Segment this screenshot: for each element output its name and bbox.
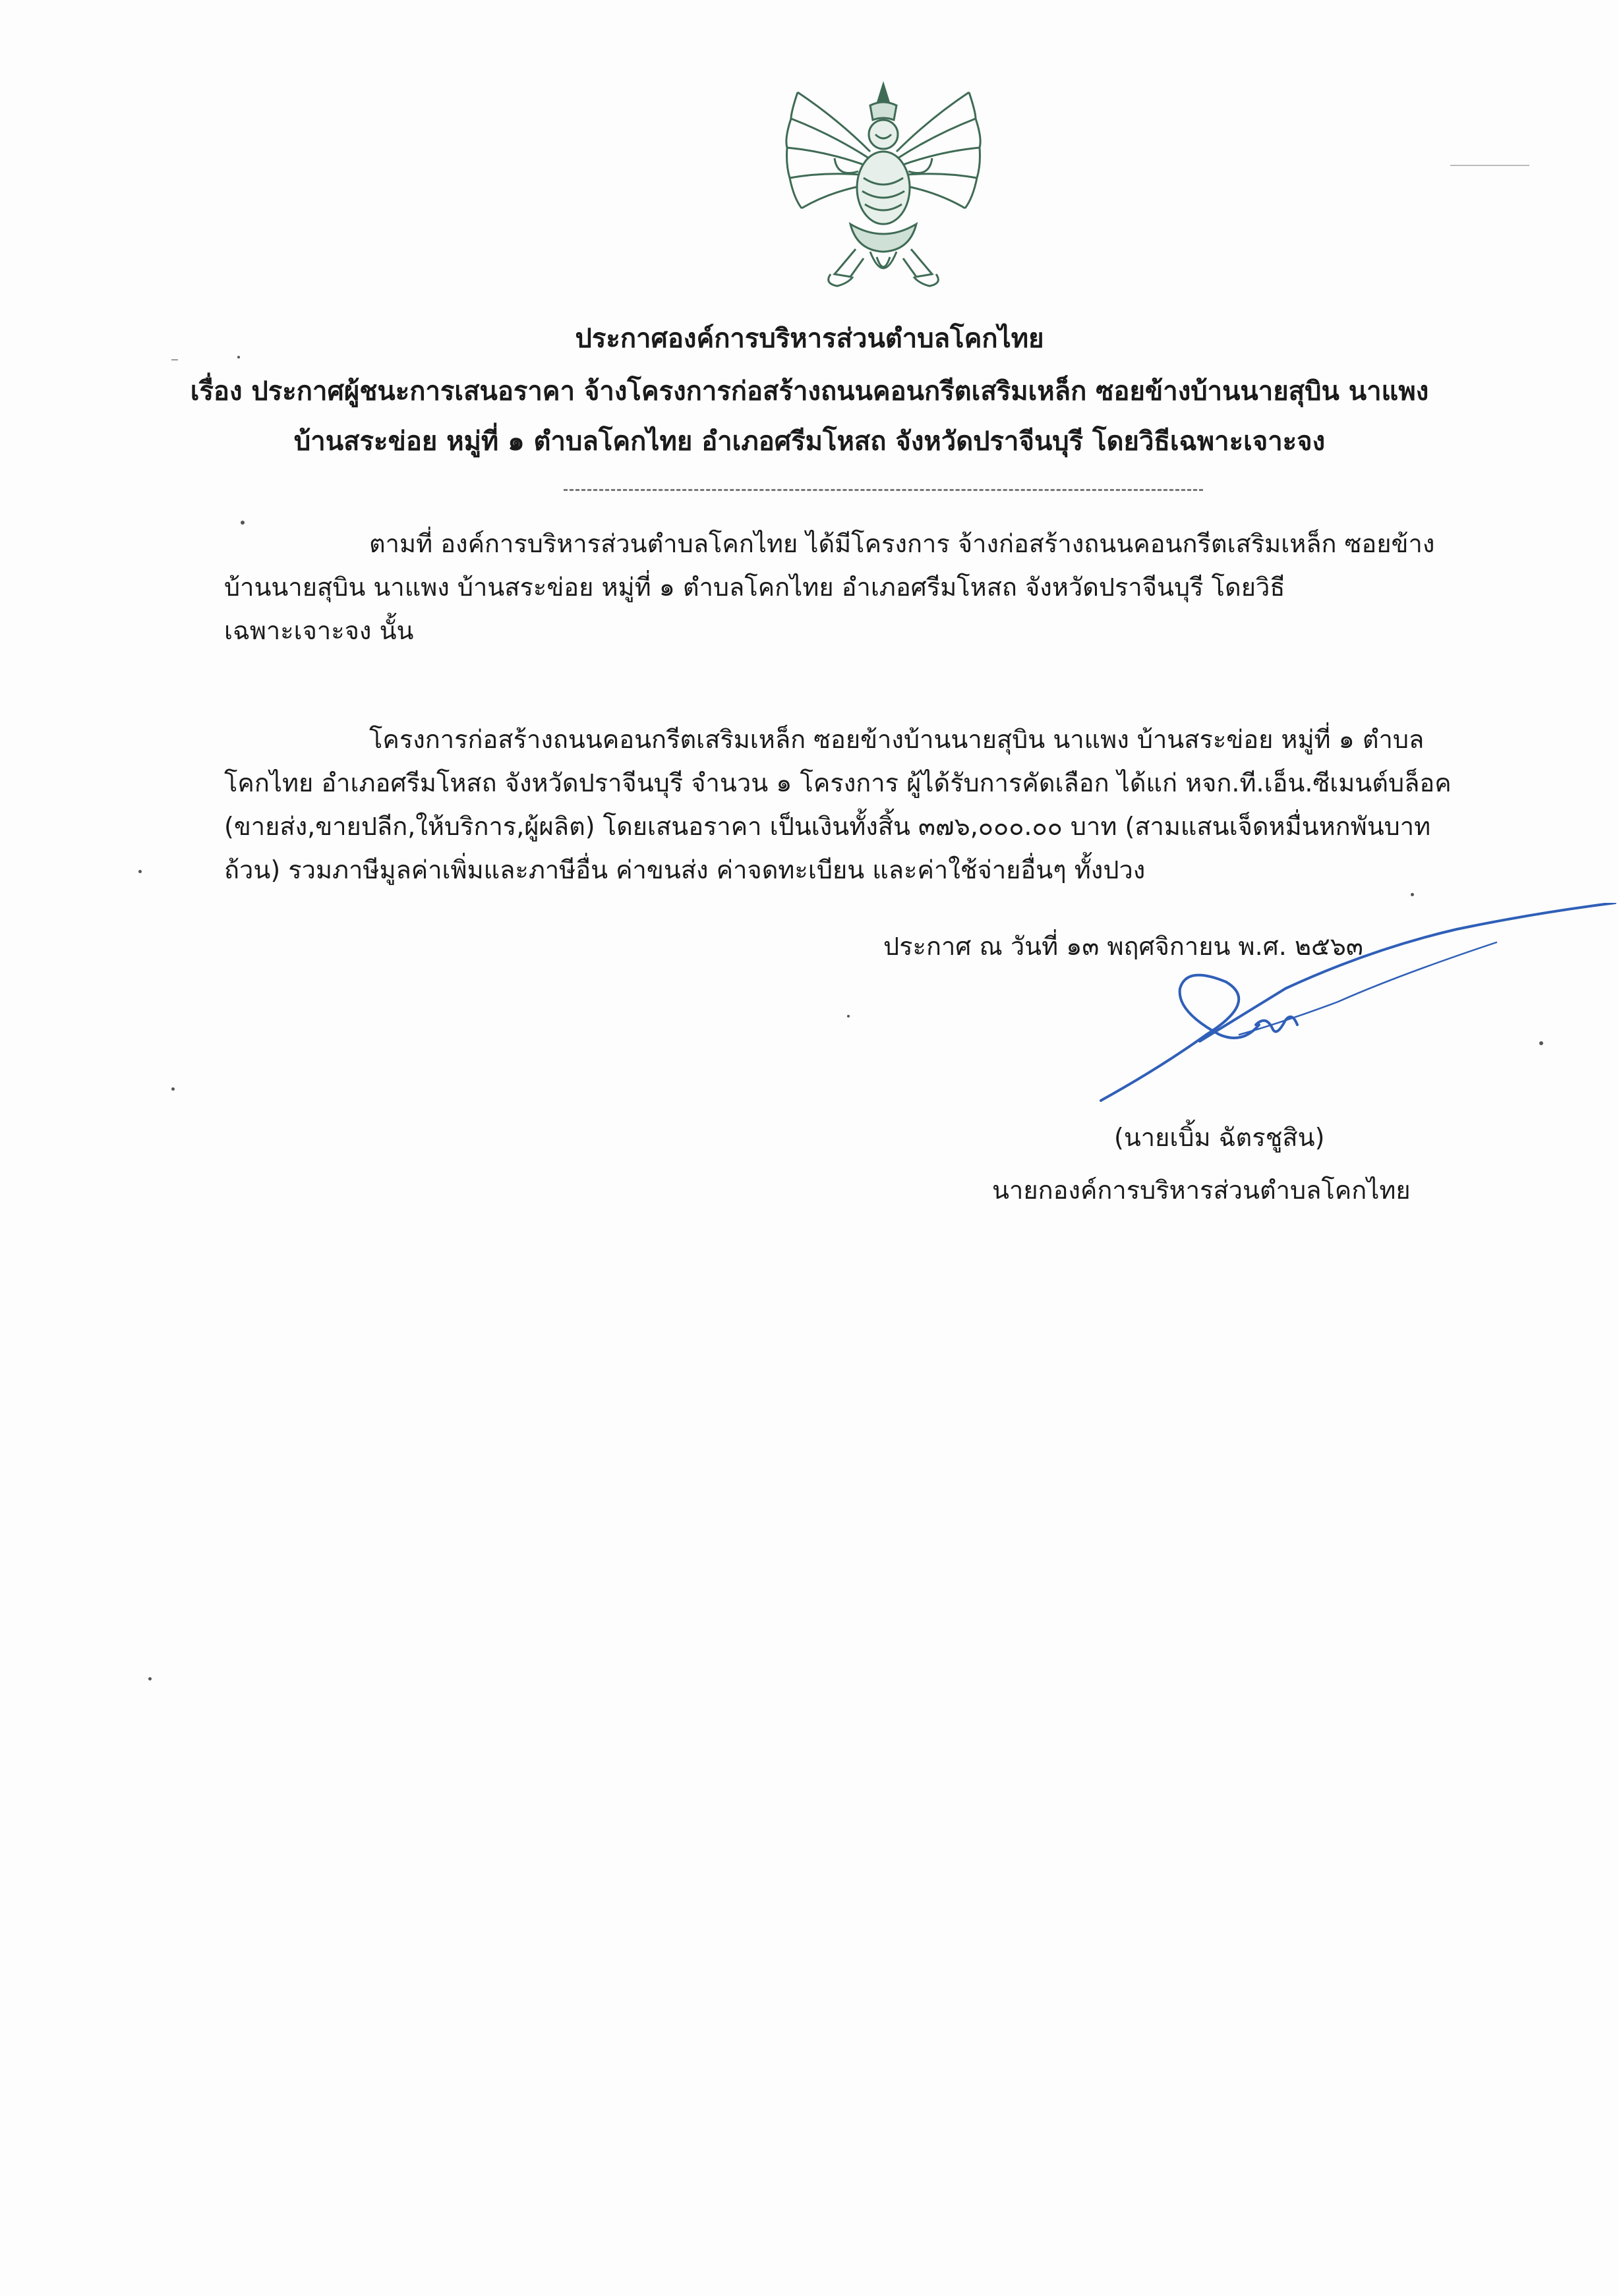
paragraph-2-line-2: โคกไทย อำเภอศรีมโหสถ จังหวัดปราจีนบุรี จำนวน ๑ โครงการ ผู้ได้รับการคัดเลือก ได้แก่ หจก.ที.เอ็น.ซีเมนต์บล็อค bbox=[224, 768, 1452, 797]
scan-speck bbox=[241, 521, 245, 525]
paragraph-2 bbox=[224, 727, 1503, 901]
scan-speck bbox=[171, 1087, 175, 1091]
paragraph-2-line-3: (ขายส่ง,ขายปลีก,ให้บริการ,ผู้ผลิต) โดยเสนอราคา เป็นเงินทั้งสิ้น ๓๗๖,๐๐๐.๐๐ บาท (สามแสนเจ็ดหมื่นหกพันบาท bbox=[224, 812, 1431, 841]
scan-speck bbox=[171, 359, 178, 360]
paragraph-1-line-1: ตามที่ องค์การบริหารส่วนตำบลโคกไทย ได้มีโครงการ จ้างก่อสร้างถนนคอนกรีตเสริมเหล็ก ซอยข้าง bbox=[369, 529, 1435, 558]
paragraph-1-line-2: บ้านนายสุบิน นาแพง บ้านสระข่อย หมู่ที่ ๑ ตำบลโคกไทย อำเภอศรีมโหสถ จังหวัดปราจีนบุรี โดยวิธี bbox=[224, 573, 1285, 602]
announcement-date: ประกาศ ณ วันที่ ๑๓ พฤศจิกายน พ.ศ. ๒๕๖๓ bbox=[883, 932, 1363, 961]
scan-speck bbox=[847, 1015, 850, 1018]
paragraph-1 bbox=[224, 531, 1503, 662]
garuda-emblem-icon bbox=[771, 79, 995, 297]
dashed-divider bbox=[564, 489, 1203, 491]
signer-name: (นายเบิ้ม ฉัตรชูสิน) bbox=[1114, 1123, 1325, 1152]
org-announcement-title: ประกาศองค์การบริหารส่วนตำบลโคกไทย bbox=[575, 324, 1044, 354]
scan-speck bbox=[1411, 893, 1414, 896]
scan-speck bbox=[1450, 165, 1529, 166]
scan-speck bbox=[237, 356, 240, 359]
scan-speck bbox=[148, 1677, 152, 1680]
signer-title: นายกองค์การบริหารส่วนตำบลโคกไทย bbox=[992, 1176, 1411, 1205]
scan-speck bbox=[1539, 1041, 1543, 1045]
scan-speck bbox=[138, 870, 142, 873]
subject-line-2: บ้านสระข่อย หมู่ที่ ๑ ตำบลโคกไทย อำเภอศรีมโหสถ จังหวัดปราจีนบุรี โดยวิธีเฉพาะเจาะจง bbox=[293, 426, 1326, 457]
paragraph-2-line-1: โครงการก่อสร้างถนนคอนกรีตเสริมเหล็ก ซอยข้างบ้านนายสุบิน นาแพง บ้านสระข่อย หมู่ที่ ๑ ตำบล bbox=[369, 725, 1425, 754]
paragraph-2-line-4: ถ้วน) รวมภาษีมูลค่าเพิ่มและภาษีอื่น ค่าขนส่ง ค่าจดทะเบียน และค่าใช้จ่ายอื่นๆ ทั้งปวง bbox=[224, 855, 1146, 884]
handwritten-signature bbox=[1088, 903, 1619, 1120]
paragraph-1-line-3: เฉพาะเจาะจง นั้น bbox=[224, 616, 414, 645]
subject-line-1: เรื่อง ประกาศผู้ชนะการเสนอราคา จ้างโครงการก่อสร้างถนนคอนกรีตเสริมเหล็ก ซอยข้างบ้านนายสุบิน นาแพง bbox=[190, 376, 1429, 407]
